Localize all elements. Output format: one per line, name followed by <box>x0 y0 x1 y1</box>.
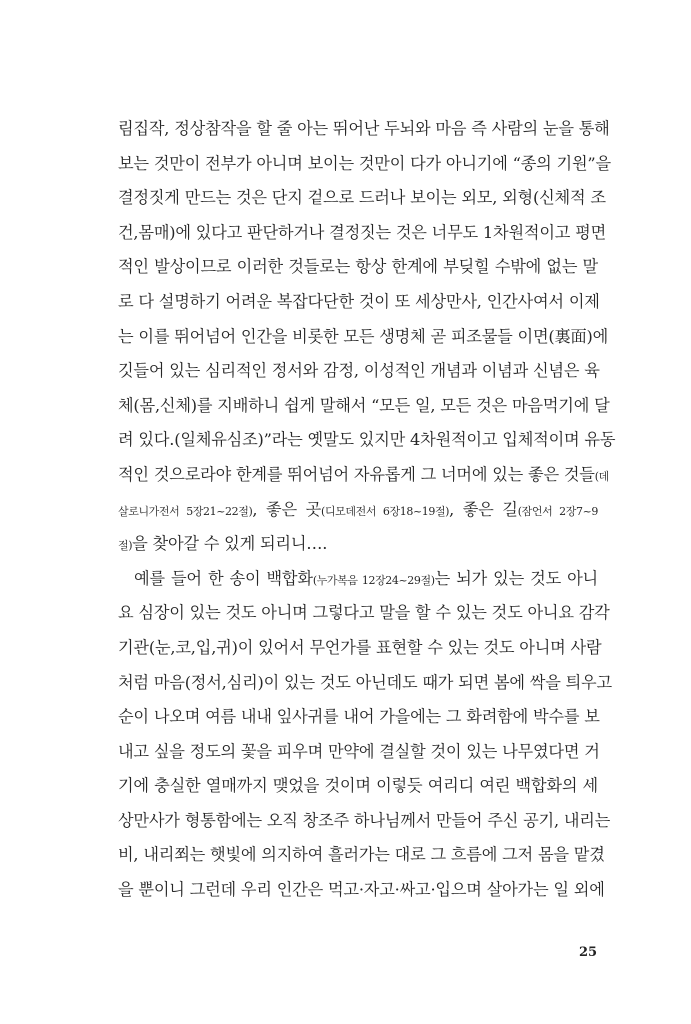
scripture-reference: (잠언서 2장7~9 <box>517 504 599 518</box>
text-line: 상만사가 형통함에는 오직 창조주 하나님께서 만들어 주신 공기, 내리는 <box>118 810 611 830</box>
text-run: 예를 들어 한 송이 백합화 <box>134 568 313 588</box>
text-line: 기관(눈,코,입,귀)이 있어서 무언가를 표현할 수 있는 것도 아니며 사람 <box>118 637 602 657</box>
text-run: , 좋은 곳 <box>252 499 322 519</box>
text-line: 요 심장이 있는 것도 아니며 그렇다고 말을 할 수 있는 것도 아니요 감각 <box>118 603 610 623</box>
text-line: 깃들어 있는 심리적인 정서와 감정, 이성적인 개념과 이념과 신념은 육 <box>118 361 600 381</box>
text-line <box>118 493 598 528</box>
text-line: 순이 나오며 여름 내내 잎사귀를 내어 가을에는 그 화려함에 박수를 보 <box>118 707 600 727</box>
page-number: 25 <box>579 945 598 960</box>
text-line: 림집작, 정상참작을 할 줄 아는 뛰어난 두뇌와 마음 즉 사람의 눈을 통해 <box>118 119 610 138</box>
scripture-reference: 절) <box>118 539 133 553</box>
text-line: 려 있다.(일체유심조)”라는 옛말도 있지만 4차원적이고 입체적이며 유동 <box>118 430 616 450</box>
text-run: 는 뇌가 있는 것도 아니 <box>434 568 598 588</box>
text-run: 을 찾아갈 수 있게 되리니…. <box>132 534 328 554</box>
text-line <box>118 527 598 562</box>
text-line: 비, 내리쬐는 햇빛에 의지하여 흘러가는 대로 그 흐름에 그저 몸을 맡겼 <box>118 845 605 865</box>
text-run: 적인 것으로라야 한계를 뛰어넘어 자유롭게 그 너머에 있는 좋은 것들 <box>118 464 595 484</box>
text-line: 체(몸,신체)를 지배하니 쉽게 말해서 “모든 일, 모든 것은 마음먹기에 달 <box>118 395 610 415</box>
scripture-reference: 살로니가전서 5장21~22절) <box>118 504 253 518</box>
text-line: 로 다 설명하기 어려운 복잡다단한 것이 또 세상만사, 인간사여서 이제 <box>118 291 600 311</box>
text-line: 처럼 마음(정서,심리)이 있는 것도 아닌데도 때가 되면 봄에 싹을 틔우고 <box>118 672 612 692</box>
text-run: , 좋은 길 <box>449 499 518 519</box>
scripture-reference: (데 <box>594 469 609 483</box>
text-line <box>118 562 598 597</box>
text-line: 내고 싶을 정도의 꽃을 피우며 만약에 결실할 것이 있는 나무였다면 거 <box>118 741 600 761</box>
text-line: 는 이를 뛰어넘어 인간을 비롯한 모든 생명체 곧 피조물들 이면(裏面)에 <box>118 326 609 346</box>
text-line <box>118 458 609 493</box>
text-line: 을 뿐이니 그런데 우리 인간은 먹고·자고·싸고·입으며 살아가는 일 외에 <box>118 880 605 900</box>
text-line: 보는 것만이 전부가 아니며 보이는 것만이 다가 아니기에 “종의 기원”을 <box>118 153 611 173</box>
text-line: 적인 발상이므로 이러한 것들로는 항상 한계에 부딪힐 수밖에 없는 말 <box>118 257 598 277</box>
body-text <box>118 112 616 908</box>
text-line: 기에 충실한 열매까지 맺었을 것이며 이렇듯 여리디 여린 백합화의 세 <box>118 776 598 796</box>
scripture-reference: (누가복음 12장24~29절) <box>312 573 435 587</box>
text-line: 건,몸매)에 있다고 판단하거나 결정짓는 것은 너무도 1차원적이고 평면 <box>118 222 607 242</box>
scripture-reference: (디모데전서 6장18~19절) <box>321 504 450 518</box>
text-line: 결정짓게 만드는 것은 단지 겉으로 드러나 보이는 외모, 외형(신체적 조 <box>118 188 606 208</box>
